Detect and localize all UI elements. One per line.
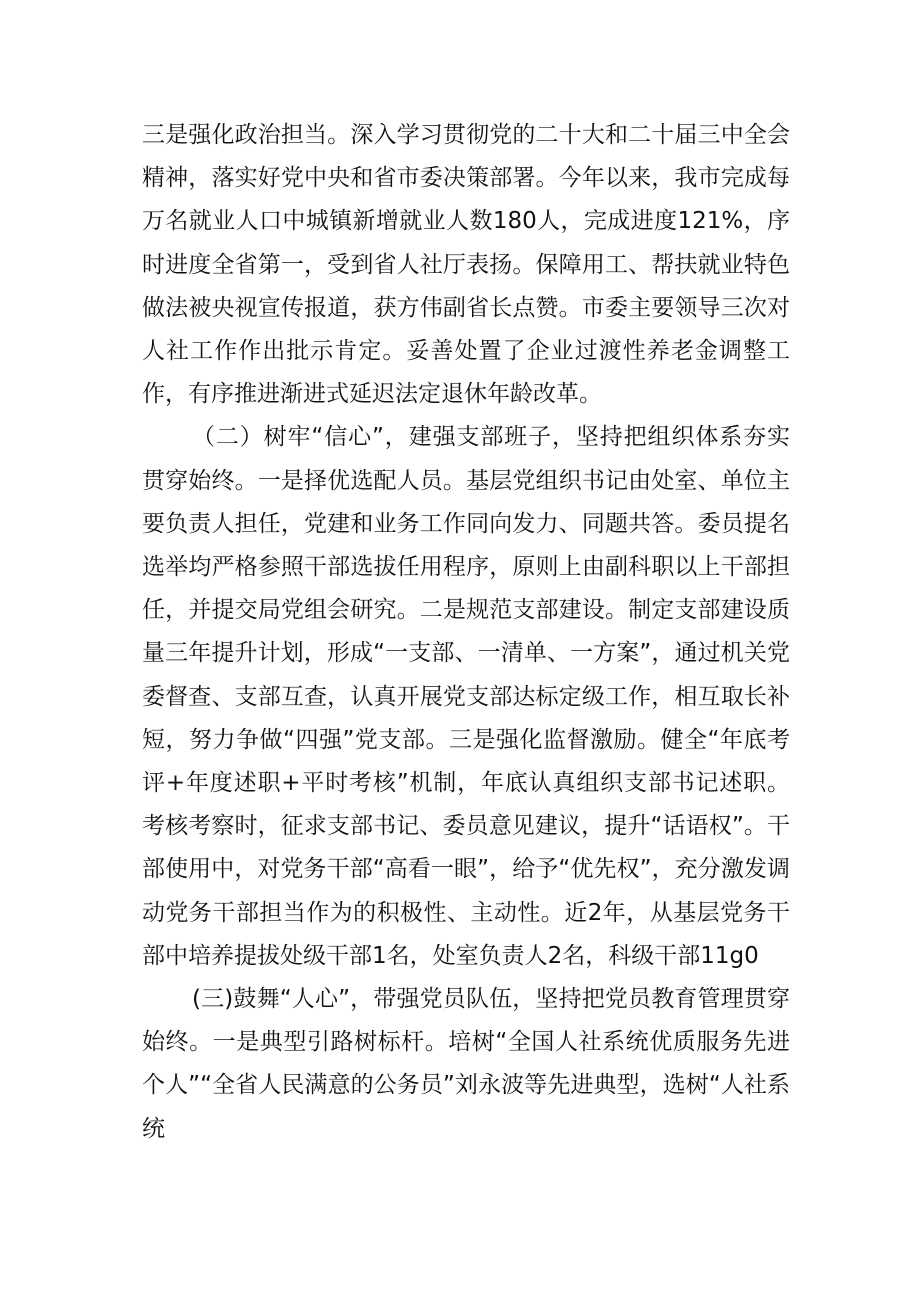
document-body — [142, 114, 790, 1151]
paragraph-branch-building: （二）树牢“信心”，建强支部班子，坚持把组织体系夯实贯穿始终。一是择优选配人员。基层党组织书记由处室、单位主要负责人担任，党建和业务工作同向发力、同题共答。委员提名选举均严格参照干部选拔任用程序，原则上由副科职以上干部担任，并提交局党组会研究。二是规范支部建设。制定支部建设质量三年提升计划，形成“一支部、一清单、一方案”，通过机关党委督查、支部互查，认真开展党支部达标定级工作，相互取长补短，努力争做“四强”党支部。三是强化监督激励。健全“年底考评+年度述职+平时考核”机制，年底认真组织支部书记述职。考核考察时，征求支部书记、委员意见建议，提升“话语权”。干部使用中，对党务干部“高看一眼”，给予“优先权”，充分激发调动党务干部担当作为的积极性、主动性。近2年，从基层党务干部中培养提拔处级干部1名，处室负责人2名，科级干部11g0 — [142, 424, 790, 969]
paragraph-political-responsibility: 三是强化政治担当。深入学习贯彻党的二十大和二十届三中全会精神，落实好党中央和省市委决策部署。今年以来，我市完成每万名就业人口中城镇新增就业人数180人，完成进度121%，序时进度全省第一，受到省人社厅表扬。保障用工、帮扶就业特色做法被央视宣传报道，获方伟副省长点赞。市委主要领导三次对人社工作作出批示肯定。妥善处置了企业过渡性养老金调整工作，有序推进渐进式延迟法定退休年龄改革。 — [142, 122, 790, 408]
paragraph-party-member-team: (三)鼓舞“人心”，带强党员队伍，坚持把党员教育管理贯穿始终。一是典型引路树标杆。培树“全国人社系统优质服务先进个人”“全省人民满意的公务员”刘永波等先进典型，选树“人社系统 — [142, 986, 790, 1142]
